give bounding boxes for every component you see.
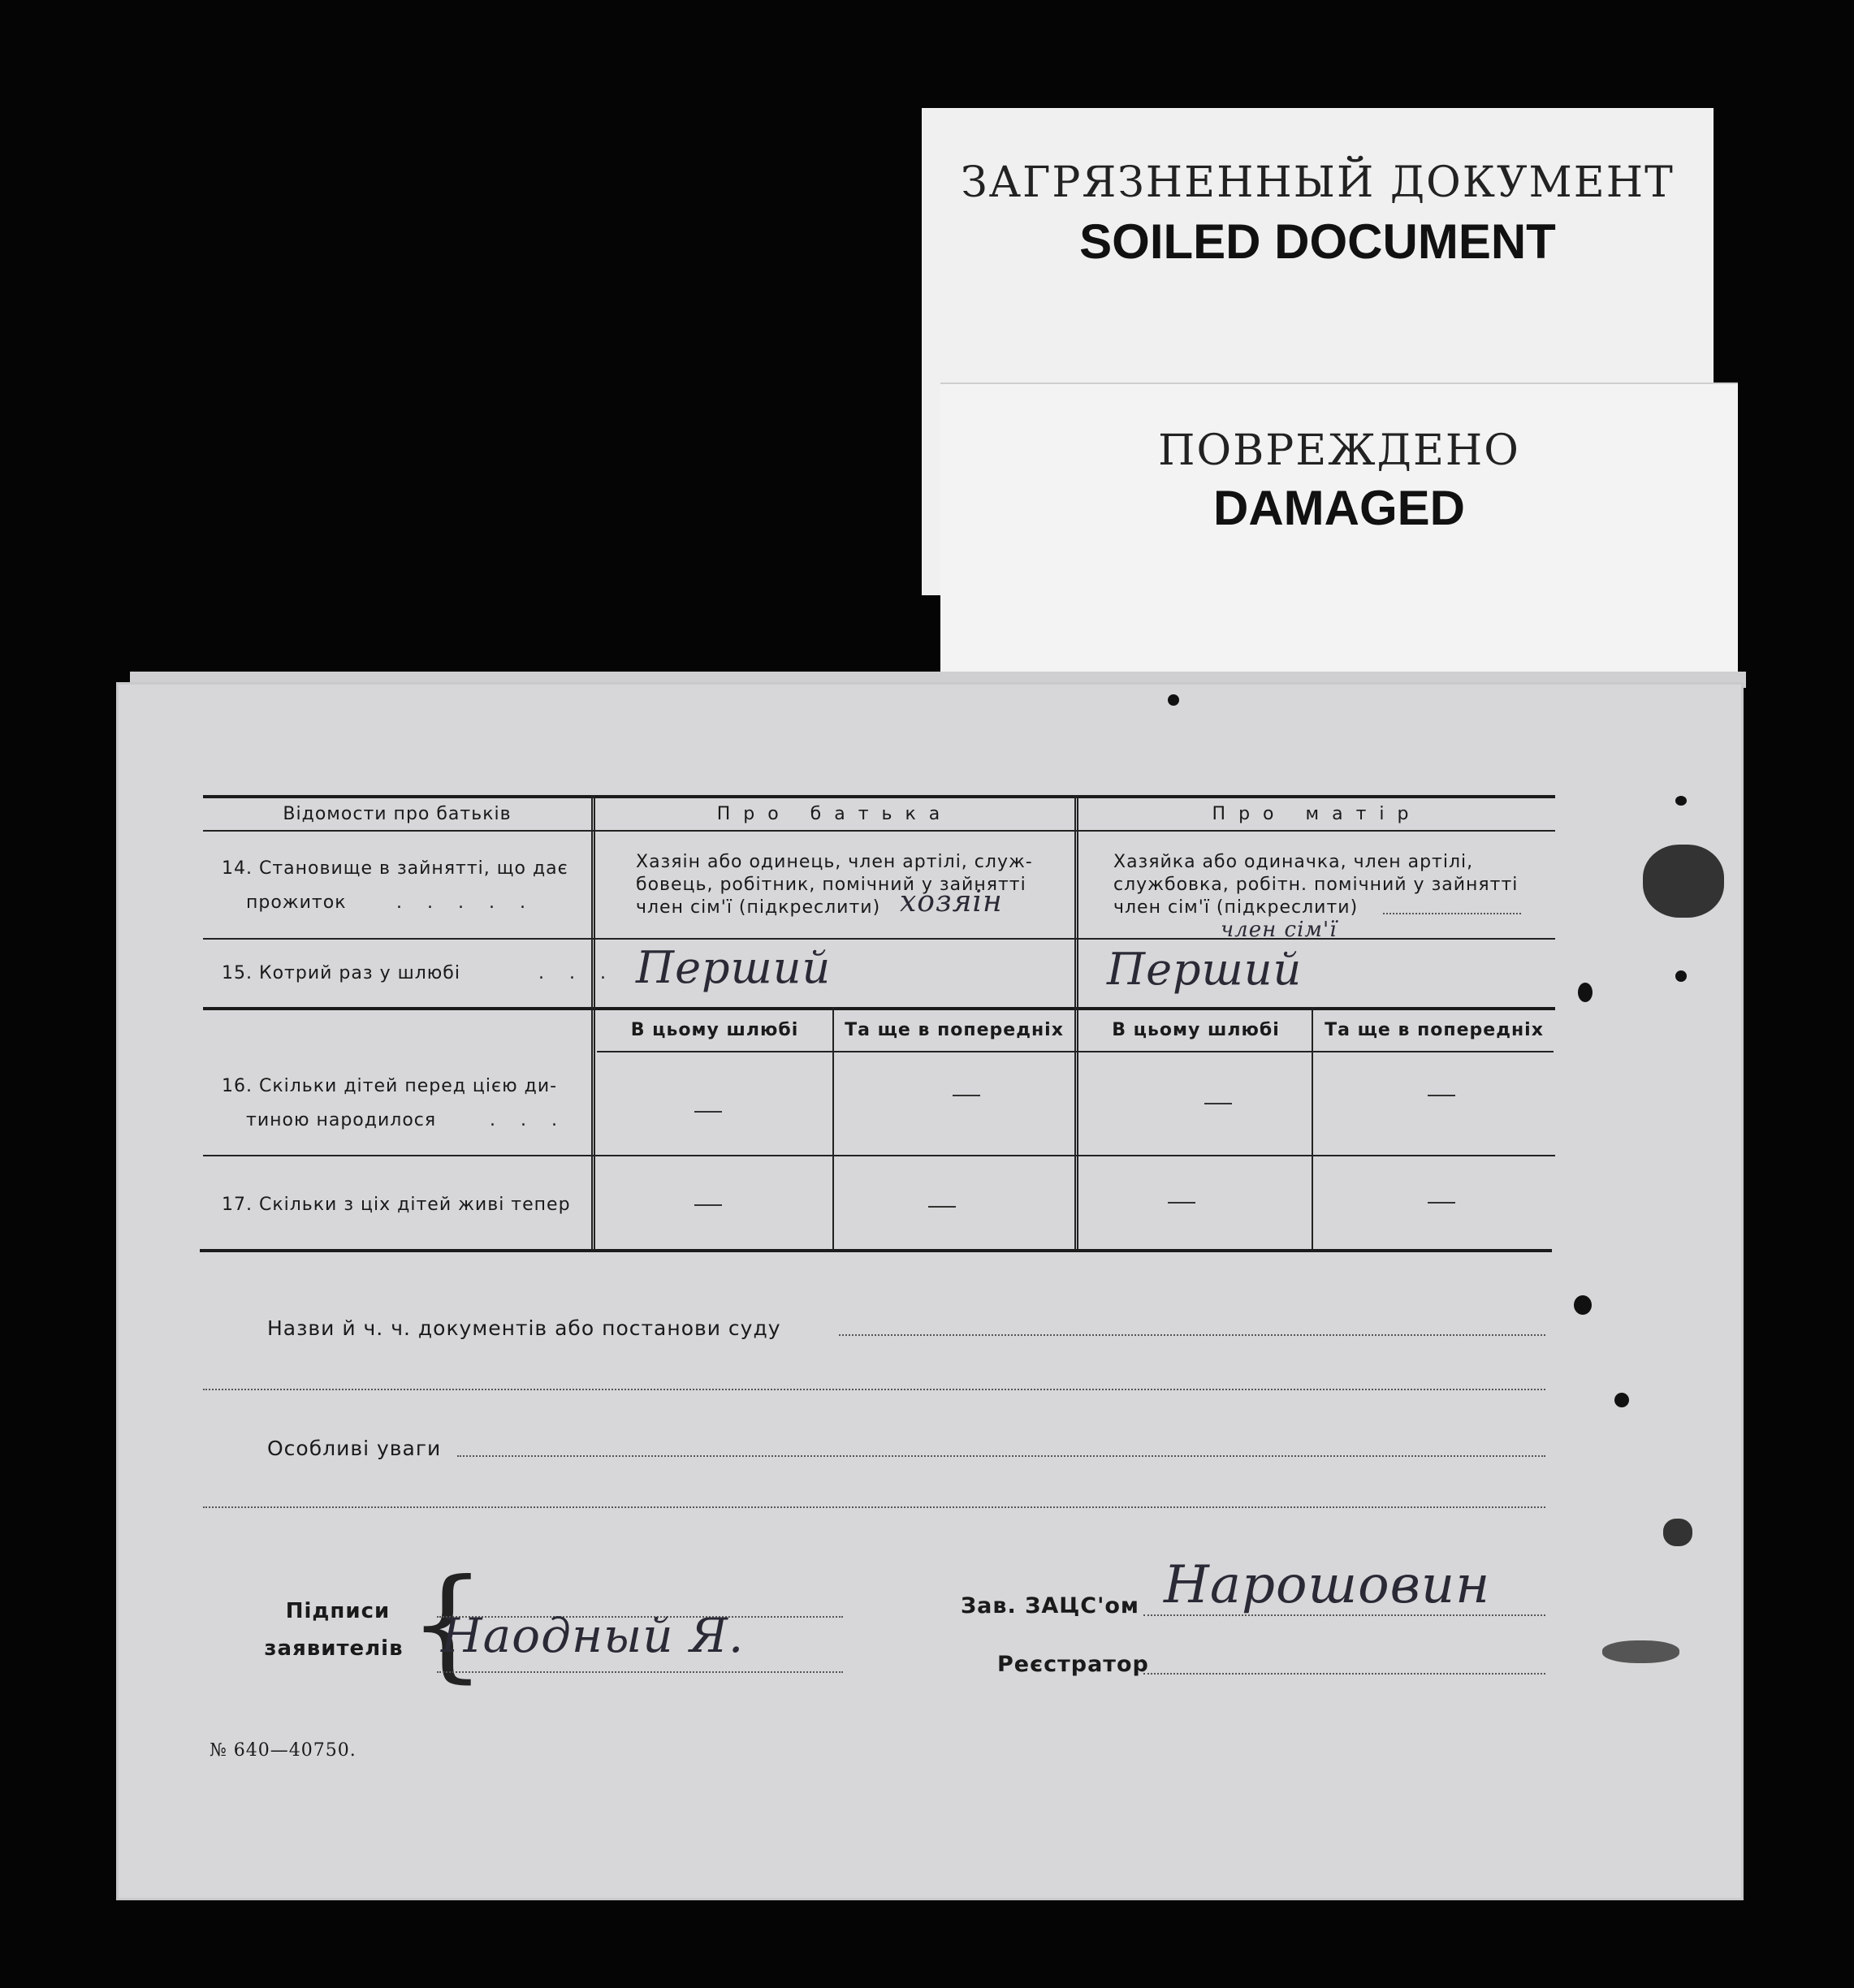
row16-father-this-dash bbox=[694, 1111, 722, 1113]
table-header-rule bbox=[203, 830, 1555, 832]
header-info: Відомости про батьків bbox=[283, 804, 512, 824]
table-divider-father-sub bbox=[832, 1007, 834, 1251]
row14-mother-dotline bbox=[1383, 913, 1521, 914]
row16-father-previous-dash bbox=[953, 1095, 980, 1096]
header-father: Про батька bbox=[716, 804, 953, 824]
row16-dots: . . . bbox=[490, 1110, 567, 1130]
row17-mother-this-dash bbox=[1168, 1202, 1195, 1204]
row15-mother-handwriting: Перший bbox=[1107, 944, 1303, 995]
damaged-notice-en: DAMAGED bbox=[1213, 481, 1465, 535]
hole-spot bbox=[1614, 1393, 1629, 1407]
ink-stain bbox=[1663, 1519, 1692, 1546]
row14-rule bbox=[203, 938, 1555, 940]
row16-mother-previous-dash bbox=[1428, 1095, 1455, 1096]
row15-rule bbox=[203, 1007, 1555, 1010]
row14-father-line2: бовець, робітник, помічний у зайнятті bbox=[636, 875, 1026, 895]
form-number: № 640—40750. bbox=[210, 1740, 357, 1761]
subheader-mother-this: В цьому шлюбі bbox=[1112, 1020, 1280, 1040]
documents-dotline-2 bbox=[203, 1389, 1545, 1390]
table-divider-parents bbox=[1074, 795, 1078, 1251]
remarks-dotline-2 bbox=[203, 1506, 1545, 1508]
applicant-signature: Наодный Я. bbox=[441, 1608, 745, 1663]
hole-spot bbox=[1578, 983, 1593, 1002]
row16-rule bbox=[203, 1155, 1555, 1156]
subheader-mother-previous: Та ще в попередніх bbox=[1325, 1020, 1544, 1040]
damaged-notice-ru: ПОВРЕЖДЕНО bbox=[1158, 426, 1520, 475]
row14-dots: . . . . . bbox=[396, 892, 535, 913]
remarks-label: Особливі уваги bbox=[267, 1437, 442, 1460]
registrar-line bbox=[1143, 1673, 1545, 1675]
hole-spot bbox=[1574, 1295, 1592, 1315]
smudge-stain bbox=[1602, 1640, 1679, 1663]
ink-stain bbox=[1643, 845, 1724, 918]
documents-dotline-1 bbox=[839, 1334, 1545, 1336]
row14-mother-line2: службовка, робітн. помічний у зайнятті bbox=[1113, 875, 1519, 895]
hole-spot bbox=[1168, 694, 1179, 706]
signatures-label-line1: Підписи bbox=[285, 1599, 391, 1623]
row16-label-line1: 16. Скільки дітей перед цією ди- bbox=[222, 1076, 558, 1096]
header-mother: Про матір bbox=[1212, 804, 1422, 824]
subheader-father-this: В цьому шлюбі bbox=[630, 1020, 799, 1040]
signatures-brace: { bbox=[408, 1554, 487, 1695]
row14-mother-line3: член сім'ї (підкреслити) bbox=[1113, 897, 1359, 918]
table-bottom-rule bbox=[200, 1249, 1552, 1252]
row17-mother-previous-dash bbox=[1428, 1202, 1455, 1204]
hole-spot bbox=[1675, 796, 1687, 806]
signature-line-2 bbox=[437, 1671, 843, 1673]
row15-dots: . . . bbox=[538, 963, 616, 983]
head-label: Зав. ЗАЦС'ом bbox=[961, 1593, 1139, 1618]
row16-label-line2: тиною народилося bbox=[246, 1110, 437, 1130]
row17-father-previous-dash bbox=[928, 1206, 956, 1208]
row14-father-line3: член сім'ї (підкреслити) bbox=[636, 897, 881, 918]
registration-form-sheet bbox=[116, 682, 1744, 1900]
signatures-label-line2: заявителів bbox=[264, 1636, 404, 1661]
row14-label-line2: прожиток bbox=[246, 892, 347, 913]
registrar-label: Реєстратор bbox=[997, 1652, 1149, 1677]
soiled-notice-ru: ЗАГРЯЗНЕННЫЙ ДОКУМЕНТ bbox=[961, 158, 1675, 207]
hole-spot bbox=[1675, 970, 1687, 982]
row17-label: 17. Скільки з ціх дітей живі тепер bbox=[222, 1195, 571, 1215]
soiled-notice-en: SOILED DOCUMENT bbox=[1079, 214, 1556, 269]
table-top-rule bbox=[203, 795, 1555, 798]
table-divider-info bbox=[591, 795, 595, 1251]
subheader-father-previous: Та ще в попередніх bbox=[845, 1020, 1064, 1040]
row15-father-handwriting: Перший bbox=[636, 942, 832, 993]
row16-mother-this-dash bbox=[1204, 1103, 1232, 1104]
row14-father-handwriting: хозяін bbox=[900, 885, 1003, 918]
row14-mother-handwriting: член сім'ї bbox=[1221, 918, 1338, 942]
row14-mother-line1: Хазяйка або одиначка, член артілі, bbox=[1113, 852, 1474, 872]
table-divider-mother-sub bbox=[1312, 1007, 1313, 1251]
row14-father-line1: Хазяін або одинець, член артілі, служ- bbox=[636, 852, 1033, 872]
remarks-dotline-1 bbox=[457, 1455, 1545, 1457]
row14-label-line1: 14. Становище в зайнятті, що дає bbox=[222, 858, 568, 879]
row15-label: 15. Котрий раз у шлюбі bbox=[222, 963, 460, 983]
row17-father-this-dash bbox=[694, 1204, 722, 1206]
head-signature: Нарошовин bbox=[1164, 1555, 1491, 1615]
documents-label: Назви й ч. ч. документів або постанови суду bbox=[267, 1316, 781, 1340]
